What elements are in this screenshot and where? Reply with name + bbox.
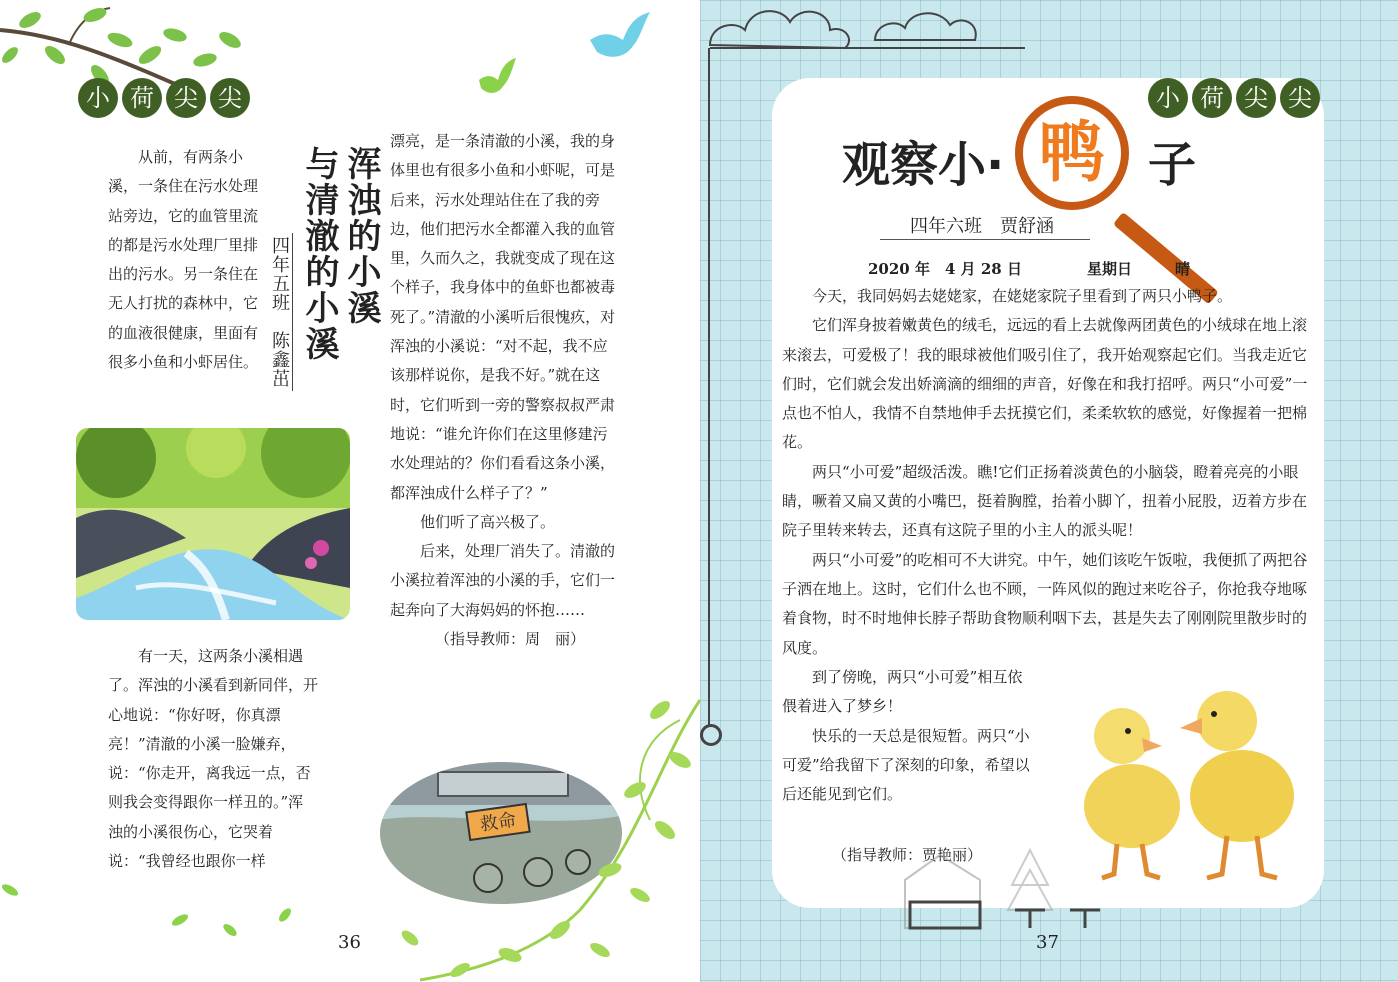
falling-leaves-icon: [0, 870, 320, 960]
story-column-1: [108, 143, 258, 377]
cloud-doodle-icon: [705, 0, 1025, 60]
section-badge: [78, 78, 250, 118]
diary-weekday: 星期日: [1087, 260, 1133, 278]
bird-icon: [585, 10, 655, 65]
frame-line-left: [708, 48, 710, 728]
badge-char: 尖: [1236, 78, 1276, 118]
story-column-1-continued: [108, 642, 318, 876]
badge-char: 尖: [210, 78, 250, 118]
paragraph: 有一天，这两条小溪相遇了。浑浊的小溪看到新同伴，开心地说：“你好呀，你真漂亮！”清澈的小溪一脸嫌弃，说：“你走开，离我远一点，否则我会变得跟你一样丑的。”浑浊的小溪很伤心，它哭着说：“我曾经也跟你一样: [108, 647, 319, 871]
help-sign-text: 救命: [478, 809, 518, 836]
paragraph: 后来，处理厂消失了。清澈的小溪拉着浑浊的小溪的手，它们一起奔向了大海妈妈的怀抱……: [390, 542, 616, 619]
diary-weather: 晴: [1175, 260, 1191, 278]
teacher-credit: （指导教师：贾艳丽）: [832, 846, 983, 864]
badge-char: 荷: [122, 78, 162, 118]
paragraph: 从前，有两条小溪，一条住在污水处理站旁边，它的血管里流的都是污水处理厂里排出的污水。另一条住在无人打扰的森林中，它的血液很健康，里面有很多小鱼和小虾居住。: [108, 148, 259, 372]
badge-char: 小: [1148, 78, 1188, 118]
paragraph: 到了傍晚，两只“小可爱”相互依偎着进入了梦乡！: [782, 668, 1023, 716]
badge-char: 小: [78, 78, 118, 118]
forest-stream-illustration: [76, 428, 350, 620]
article-title-end: 子: [1148, 137, 1197, 193]
title-line-1: 浑浊的小溪: [341, 146, 381, 326]
paragraph: 两只“小可爱”超级活泼。瞧!它们正扬着淡黄色的小脑袋，瞪着亮亮的小眼睛，噘着又扁又黄的小嘴巴，挺着胸膛，抬着小脚丫，扭着小屁股，迈着方步在院子里转来转去，还真有这院子里的小主人的派头呢！: [782, 462, 1308, 540]
badge-char: 尖: [1280, 78, 1320, 118]
bird-icon: [476, 55, 521, 100]
article-title-start: 观察小·: [842, 137, 1005, 193]
teacher-credit: （指导教师：周 丽）: [435, 630, 586, 649]
article-author: 四年六班 贾舒涵: [910, 216, 1054, 237]
article-body-short: [782, 663, 1032, 809]
title-line-2: 与清澈的小溪: [299, 146, 339, 362]
diary-date: 2020 年 4 月 28 日: [868, 260, 1022, 278]
author-underline: [880, 239, 1090, 240]
story-column-2: [390, 127, 618, 654]
paragraph: 他们听了高兴极了。: [420, 512, 556, 531]
page-number: 37: [1036, 932, 1059, 953]
paragraph: 漂亮，是一条清澈的小溪，我的身体里也有很多小鱼和小虾呢，可是后来，污水处理站住在了我的旁边，他们把污水全都灌入我的血管里，久而久之，我就变成了现在这个样子，我身体中的鱼虾也都被毒死了。”清澈的小溪听后很愧疚，对浑浊的小溪说：“对不起，我不应该那样说你，是我不好。”就在这时，它们听到一旁的警察叔叔严肃地说：“谁允许你们在这里修建污水处理站的？你们看看这条小溪，都浑浊成什么样子了？”: [390, 132, 616, 502]
story-author: 四年五班 陈鑫茁: [269, 236, 290, 388]
article-title-highlight: 鸭: [1039, 114, 1105, 191]
paragraph: 它们浑身披着嫩黄色的绒毛，远远的看上去就像两团黄色的小绒球在地上滚来滚去，可爱极了！我的眼球被他们吸引住了，我开始观察起它们。当我走近它们时，它们就会发出娇滴滴的细细的声音，好像在和我打招呼。两只“小可爱”一点也不怕人，我情不自禁地伸手去抚摸它们，柔柔软软的感觉，好像握着一把棉花。: [782, 316, 1308, 452]
paragraph: 快乐的一天总是很短暂。两只“小可爱”给我留下了深刻的印象，希望以后还能见到它们。: [782, 726, 1030, 804]
section-badge: [1148, 78, 1320, 118]
story-title: [298, 146, 382, 386]
badge-char: 尖: [166, 78, 206, 118]
paragraph: 两只“小可爱”的吃相可不大讲究。中午，她们该吃午饭啦，我便抓了两把谷子洒在地上。这时，它们什么也不顾，一阵风似的跑过来吃谷子，你抢我夺地啄着食物，时不时地伸长脖子帮助食物顺利咽下去，甚是失去了刚刚院里散步时的风度。: [782, 550, 1308, 657]
vine-leaves-icon: [380, 680, 700, 982]
paragraph: 今天，我同妈妈去姥姥家，在姥姥家院子里看到了两只小鸭子。: [812, 287, 1233, 305]
badge-char: 荷: [1192, 78, 1232, 118]
article-body: [782, 282, 1312, 663]
title-divider: [292, 233, 293, 391]
frame-ring: [700, 724, 722, 746]
page-number: 36: [338, 932, 361, 953]
house-tree-doodle-icon: [900, 840, 1110, 930]
